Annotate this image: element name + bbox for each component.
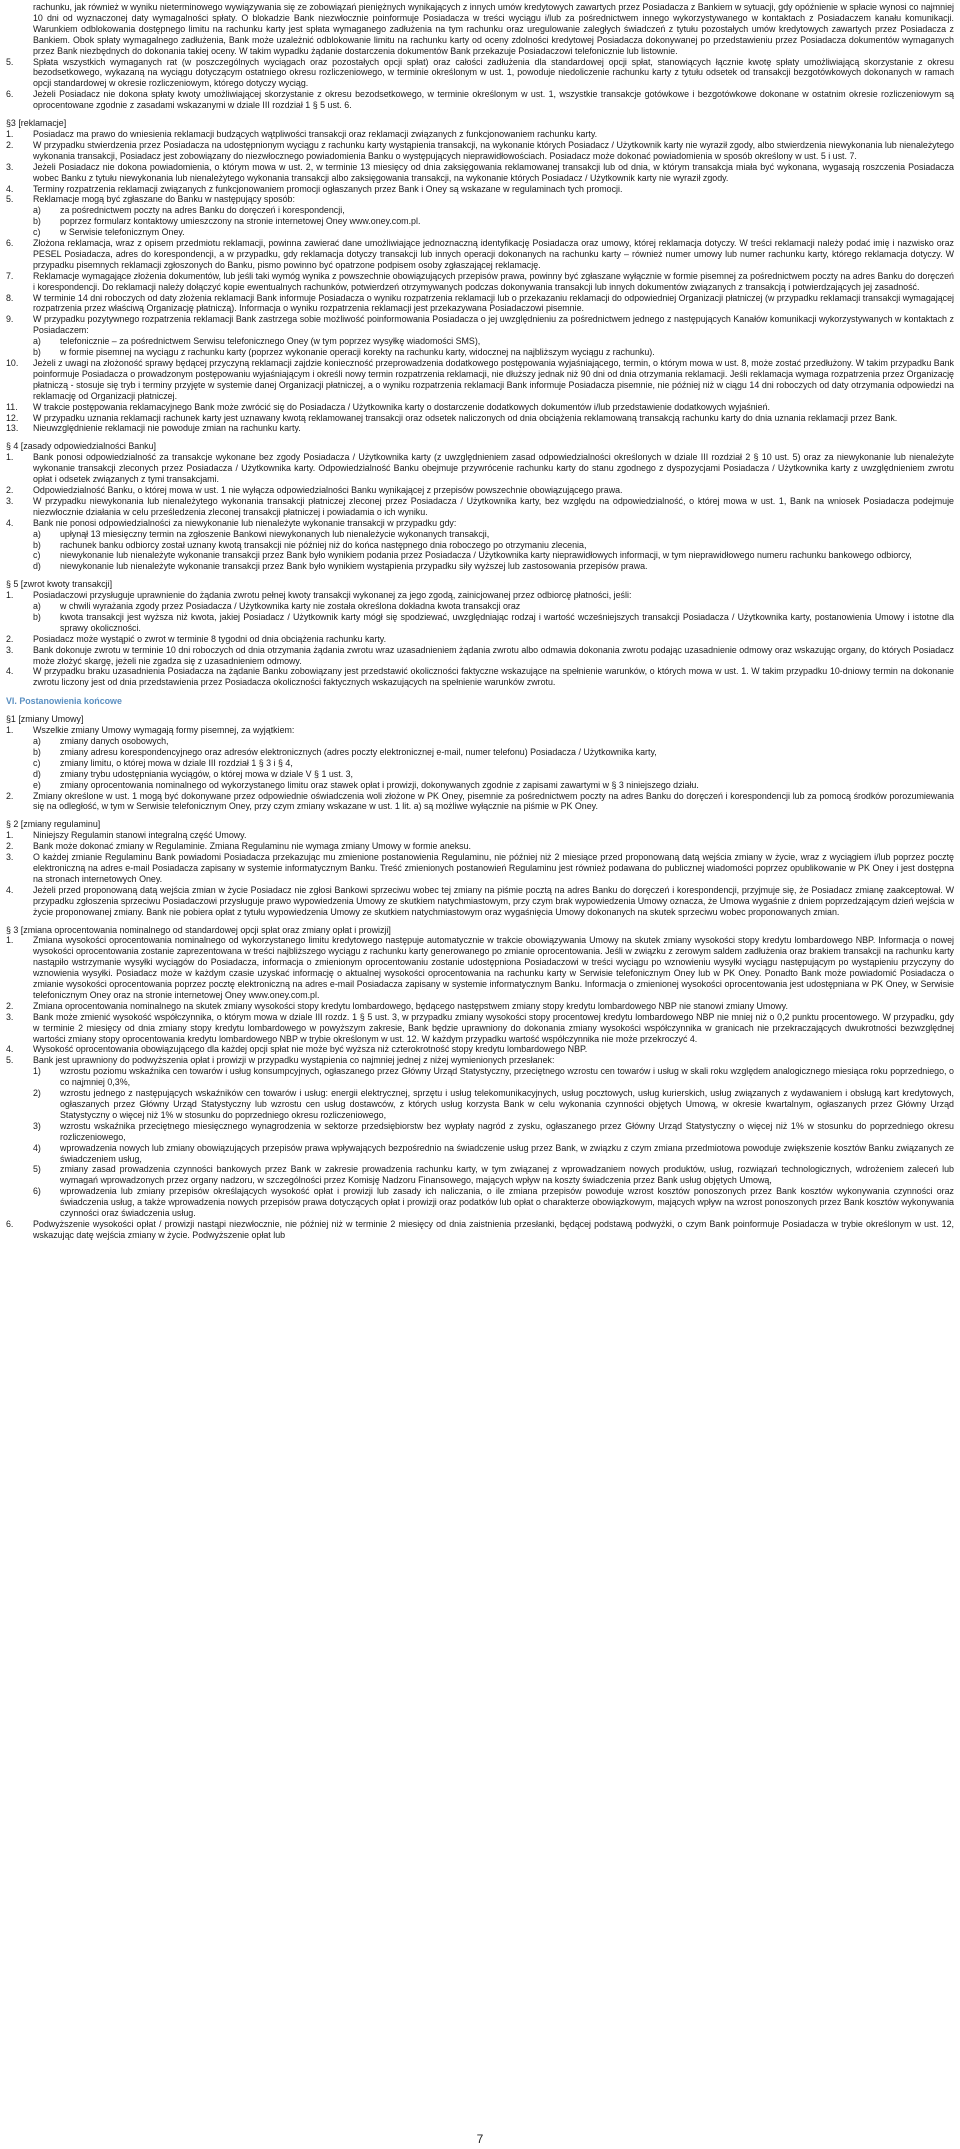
sub-item-text: zmiany oprocentowania nominalnego od wykorzystanego limitu oraz stawek opłat i prowizji, dokonywanych zgodnie z zapisami zawartymi w § 3 niniejszego działu. (60, 779, 699, 790)
item-text: Bank ponosi odpowiedzialność za transakcje wykonane bez zgody Posiadacza / Użytkownika karty (z uwzględnieniem zasad odpowiedzialności określonych w dziale III rozdział 2 § 10 ust. 5) oraz za niewykonanie lub nienależyte wykonanie transakcji zleconych przez Posiadacza / Użytkownika karty. Odpowiedzialność Banku obejmuje przywrócenie rachunku karty do stanu zgodnego z dyspozycjami Posiadacza / Użytkownika karty z uwzględnieniem zwrotu opłat i odsetek związanych z tymi transakcjami. (33, 452, 954, 485)
sub-item (33, 1121, 954, 1143)
item-number: 1. (6, 590, 14, 601)
sub-item (33, 529, 954, 540)
sub-item-label: 3) (33, 1120, 41, 1131)
item-number: 7. (6, 270, 14, 281)
numbered-item (6, 452, 954, 485)
sub-item (33, 1088, 954, 1121)
numbered-item (6, 293, 954, 315)
item-text: W terminie 14 dni roboczych od daty złożenia reklamacji Bank informuje Posiadacza o wyniku rozpatrzenia reklamacji lub o przekazaniu reklamacji do odpowiedniej Organizacji płatniczej (w przypadku reklamacji transakcji wymagającej rozpatrzenia przez właściwą Organizację płatniczą). Informacja o wyniku rozpatrzenia reklamacji jest przekazywana Posiadaczowi pisemnie. (33, 292, 954, 314)
sub-item-text: zmiany trybu udostępniania wyciągów, o której mowa w dziale V § 1 ust. 3, (60, 768, 354, 779)
sub-item-text: niewykonanie lub nienależyte wykonanie transakcji przez Bank było wynikiem wystąpienia przypadku siły wyższej lub zastosowania przepisów prawa. (60, 561, 648, 572)
item-text: W przypadku stwierdzenia przez Posiadacza na udostępnionym wyciągu z rachunku karty wystąpienia transakcji, na wykonanie których Posiadacz / Użytkownik karty nie wyraził zgody, albo stwierdzenia niewykonania lub nienależytego wykonania transakcji, Posiadacz jest zobowiązany do niezwłocznego powiadomienia Banku o występujących nieprawidłowościach. Posiadacz może dokonać powiadomienia w sposób określony w ust. 5 i ust. 7. (33, 139, 954, 161)
sub-item-text: w formie pisemnej na wyciągu z rachunku karty (poprzez wykonanie operacji korekty na rachunku karty, widocznej na najbliższym wyciągu z rachunku). (60, 347, 655, 358)
sub-item-text: za pośrednictwem poczty na adres Banku do doręczeń i korespondencji, (60, 205, 345, 216)
item-text: Bank może dokonać zmiany w Regulaminie. Zmiana Regulaminu nie wymaga zmiany Umowy w formie aneksu. (33, 841, 472, 852)
numbered-item (6, 830, 954, 841)
sub-item-label: c) (33, 550, 41, 561)
numbered-item (6, 314, 954, 336)
sub-item (33, 758, 954, 769)
numbered-item (6, 852, 954, 885)
continued-paragraph (6, 2, 954, 57)
sub-item-text: w Serwisie telefonicznym Oney. (60, 227, 185, 238)
sub-item-text: zmiany zasad prowadzenia czynności bankowych przez Bank w zakresie prowadzenia rachunku karty, w tym związanej z wprowadzaniem nowych produktów, usług, rozwiązań technologicznych, wdrożeniem zaleceń lub wymagań wprowadzonych przez organy nadzoru, w szczególności przez Komisję Nadzoru Finansowego, mających wpływ na koszty świadczenia przez Bank usług objętych Umową, (60, 1164, 954, 1186)
section-4-odpowiedzialnosc-heading: § 4 [zasady odpowiedzialności Banku] (6, 441, 156, 452)
item-number: 10. (6, 358, 19, 368)
item-number: 9. (6, 314, 14, 325)
item-number: 1. (6, 452, 14, 463)
numbered-item (6, 238, 954, 271)
item-text: Jeżeli Posiadacz nie dokona powiadomienia, o którym mowa w ust. 2, w terminie 13 miesięcy od dnia zaksięgowania reklamowanej transakcji lub od dnia, w którym transakcja miała być wykonana, wygasają roszczenia Posiadacza wobec Banku z tytułu niewykonania lub nienależytego wykonania transakcji albo zaksięgowania transakcji, na wykonanie których Posiadacz / Użytkownik karty nie wyraził zgody. (33, 161, 954, 183)
sub-item-label: a) (33, 336, 41, 347)
sub-item-text: wzrostu wskaźnika przeciętnego miesięcznego wynagrodzenia w sektorze przedsiębiorstw bez wypłaty nagród z zysku, ogłaszanego przez Główny Urząd Statystyczny o więcej niż 1% w stosunku do poprzedniego okresu rozliczeniowego, (60, 1120, 954, 1142)
sub-item-label: 1) (33, 1066, 41, 1077)
item-text: W przypadku niewykonania lub nienależytego wykonania transakcji płatniczej zleconej przez Posiadacza / Użytkownika karty, bez względu na odpowiedzialność, o której mowa w ust. 1, Bank na wniosek Posiadacza podejmuje niezwłocznie działania w celu prześledzenia zleconej transakcji płatniczej i powiadamia o ich wyniku. (33, 495, 954, 517)
item-number: 2. (6, 484, 14, 495)
sub-item (33, 601, 954, 612)
item-number: 12. (6, 412, 19, 423)
numbered-item (6, 1219, 954, 1241)
sub-item-label: d) (33, 561, 41, 572)
sub-item-text: kwota transakcji jest wyższa niż kwota, jakiej Posiadacz / Użytkownik karty mógł się spodziewać, uwzględniając rodzaj i wartość wcześniejszych transakcji Posiadacza / Użytkownika karty, postanowienia Umowy i istotne dla sprawy okoliczności. (60, 611, 954, 633)
section-vi-3-oprocentowanie-heading: § 3 [zmiana oprocentowania nominalnego od standardowej opcji spłat oraz zmiany opłat i prowizji] (6, 924, 391, 935)
sub-item (33, 550, 954, 561)
item-text: W przypadku uznania reklamacji rachunek karty jest uznawany kwotą reklamowanej transakcji oraz odsetek naliczonych od dnia obciążenia reklamowaną transakcją rachunku karty do dnia uznania reklamacji przez Bank. (33, 412, 898, 423)
item-text: Bank może zmienić wysokość współczynnika, o którym mowa w dziale III rozdz. 1 § 5 ust. 3, w przypadku zmiany wysokości stopy procentowej kredytu lombardowego NBP nie mniej niż o 0,2 punktu procentowego. W przypadku, gdy w terminie 2 miesięcy od dnia zmiany stopy kredytu lombardowego w powyższym zakresie, Bank będzie uprawniony do dokonania zmiany wysokości współczynnika w granicach nie przekraczających dwukrotności bezwzględnej wartości zmiany stopy oprocentowania kredytu lombardowego NBP w trybie określonym w ust. 12. W każdym przypadku wartość współczynnika nie może przekroczyć 4. (33, 1011, 954, 1044)
sub-item-text: upłynął 13 miesięczny termin na zgłoszenie Bankowi niewykonanych lub nienależycie wykonanych transakcji, (60, 528, 490, 539)
item-number: 4. (6, 666, 14, 677)
numbered-item (6, 1001, 954, 1012)
numbered-item (6, 140, 954, 162)
item-number: 3. (6, 852, 14, 863)
sub-item-label: a) (33, 528, 41, 539)
numbered-item (6, 1044, 954, 1055)
sub-item (33, 780, 954, 791)
item-number: 8. (6, 292, 14, 303)
sub-item (33, 227, 954, 238)
item-number: 6. (6, 1218, 14, 1229)
item-text: Wysokość oprocentowania obowiązującego dla każdej opcji spłat nie może być wyższa niż czterokrotność stopy kredytu lombardowego NBP. (33, 1044, 588, 1055)
item-text: Złożona reklamacja, wraz z opisem przedmiotu reklamacji, powinna zawierać dane umożliwiające jednoznaczną identyfikację Posiadacza oraz umowy, której reklamacja dotyczy. W treści reklamacji należy podać imię i nazwisko oraz PESEL Posiadacza, adres do korespondencji, a w przypadku, gdy reklamacja dotyczy transakcji lub innych operacji dokonanych na rachunku karty – również numer umowy lub numer rachunku karty, którego reklamacja dotyczy. W przypadku pisemnych reklamacji zgłoszonych do Banku, pismo powinno być opatrzone podpisem osoby zgłaszającej reklamację. (33, 238, 954, 270)
item-text: Bank jest uprawniony do podwyższenia opłat i prowizji w przypadku wystąpienia co najmniej jednej z niżej wymienionych przesłanek: (33, 1055, 555, 1066)
sub-item-text: niewykonanie lub nienależyte wykonanie transakcji przez Bank było wynikiem podania przez Posiadacza / Użytkownika karty nieprawidłowych informacji, w tym nieprawidłowego numeru rachunku bankowego odbiorcy, (60, 550, 912, 561)
sub-item-label: 6) (33, 1186, 41, 1197)
sub-item (33, 612, 954, 634)
item-text: Posiadacz może wystąpić o zwrot w terminie 8 tygodni od dnia obciążenia rachunku karty. (33, 633, 387, 644)
sub-item (33, 1066, 954, 1088)
document-page (6, 2, 954, 2144)
numbered-item (6, 1055, 954, 1066)
sub-item-text: poprzez formularz kontaktowy umieszczony na stronie internetowej Oney www.oney.com.pl. (60, 216, 421, 227)
sub-item (33, 216, 954, 227)
item-text: W przypadku braku uzasadnienia Posiadacza na żądanie Banku zobowiązany jest przedstawić okoliczności faktyczne wskazujące na spełnienie warunków, o których mowa w ust. 1. W takim przypadku 10-dniowy termin na dokonanie zwrotu liczony jest od dnia przedstawienia przez Posiadacza okoliczności faktycznych wskazujących na spełnienie warunków zwrotu. (33, 666, 954, 688)
item-text: Posiadacz ma prawo do wniesienia reklamacji budzących wątpliwości transakcji oraz reklamacji związanych z funkcjonowaniem rachunku karty. (33, 128, 598, 139)
numbered-item (6, 57, 954, 90)
numbered-item (6, 402, 954, 413)
sub-item-label: e) (33, 779, 41, 790)
item-number: 1. (6, 830, 14, 841)
section-5-zwrot-heading: § 5 [zwrot kwoty transakcji] (6, 579, 113, 590)
sub-item-label: a) (33, 205, 41, 216)
numbered-item (6, 841, 954, 852)
sub-item-label: b) (33, 611, 41, 622)
sub-item-label: c) (33, 757, 41, 768)
sub-item-text: wprowadzenia lub zmiany przepisów określających wysokość opłat i prowizji lub zasady ich naliczania, o ile zmiana przepisów powoduje wzrost kosztów ponoszonych przez Bank kosztów wykonywania czynności oraz świadczenia usług, a także wprowadzenia nowych przepisów prawa dotyczących opłat i prowizji oraz podatków lub opłat o charakterze obowiązkowym, mających wpływ na wzrost ponoszonych przez Bank kosztów wykonywania czynności oraz świadczenia usług. (60, 1186, 954, 1219)
numbered-item (6, 885, 954, 918)
item-text: Reklamacje wymagające złożenia dokumentów, lub jeśli taki wymóg wynika z powszechnie obowiązujących przepisów prawa, powinny być zgłaszane wyłącznie w formie pisemnej za pośrednictwem poczty na adres Banku do doręczeń i korespondencji. Do reklamacji należy dołączyć kopie ewentualnych rachunków, potwierdzeń otrzymywanych podczas dokonywania transakcji lub innych dokumentów związanych z transakcją i potwierdzających jej zasadność. (33, 270, 954, 292)
item-number: 2. (6, 139, 14, 150)
item-number: 5. (6, 1055, 14, 1066)
item-number: 3. (6, 495, 14, 506)
item-text: Zmiana wysokości oprocentowania nominalnego od wykorzystanego limitu kredytowego następuje automatycznie w trakcie obowiązywania Umowy na skutek zmiany wysokości stopy kredytu lombardowego NBP. Informacja o nowej wysokości oprocentowania zostanie zaprezentowana w treści najbliższego wyciągu z rachunku karty generowanego po zmianie oprocentowania. Jeśli w związku z zerowym saldem zadłużenia oraz brakiem transakcji na rachunku karty nastąpiło wstrzymanie wysyłki wyciągów do Posiadacza, informacja o zmienionym oprocentowaniu zostanie udostępniona Posiadaczowi w treści wyciągu po wznowieniu wysyłki wyciągu następującym po wystąpieniu przyczyny do wznowienia wysyłki. Posiadacz może w każdym czasie uzyskać informację o aktualnej wysokości oprocentowania na rachunku karty w Serwisie telefonicznym Oney lub w PK Oney. Ponadto Bank może powiadomić Posiadacza o zmianie wysokości oprocentowania poprzez pocztę elektroniczną na adres e-mail Posiadacza zapisany w systemie informatycznym Banku. Informacja o zmienionej wysokości oprocentowania jest udostępniana w PK Oney, w Serwisie telefonicznym Oney oraz na stronie internetowej Oney www.oney.com.pl. (33, 935, 954, 1000)
sub-item (33, 540, 954, 551)
item-number: 5. (6, 56, 14, 67)
item-text: W przypadku pozytywnego rozpatrzenia reklamacji Bank zastrzega sobie możliwość poinformowania Posiadacza o jej uwzględnieniu za pośrednictwem jednego z następujących Kanałów komunikacji wykorzystywanych w kontaktach z Posiadaczem: (33, 314, 954, 336)
numbered-item (6, 358, 954, 402)
sub-item (33, 336, 954, 347)
item-number: 11. (6, 401, 18, 412)
item-text: Niniejszy Regulamin stanowi integralną część Umowy. (33, 830, 247, 841)
sub-item-text: zmiany limitu, o której mowa w dziale III rozdział 1 § 3 i § 4, (60, 757, 293, 768)
sub-item-text: zmiany danych osobowych, (60, 736, 169, 746)
sub-item-text: wprowadzenia nowych lub zmiany obowiązujących przepisów prawa wpływających bezpośrednio na świadczenie usług przez Bank, w związku z czym zmiana przedmiotowa powoduje zwiększenie kosztów Banku związanych ze świadczeniem usług, (60, 1142, 954, 1164)
sub-item-text: telefonicznie – za pośrednictwem Serwisu telefonicznego Oney (w tym poprzez wysyłkę wiadomości SMS), (60, 336, 481, 347)
numbered-item (6, 413, 954, 424)
sub-item-label: d) (33, 768, 41, 779)
sub-item-text: w chwili wyrażania zgody przez Posiadacza / Użytkownika karty nie została określona dokładna kwota transakcji oraz (60, 601, 521, 612)
item-text: W trakcie postępowania reklamacyjnego Bank może zwrócić się do Posiadacza / Użytkownika karty o dostarczenie dodatkowych dokumentów i/lub przedstawienie dodatkowych wyjaśnień. (33, 401, 770, 412)
numbered-item (6, 791, 954, 813)
sub-item (33, 769, 954, 780)
item-number: 4. (6, 517, 14, 528)
section-vi-1-zmiany-umowy-heading: §1 [zmiany Umowy] (6, 714, 84, 725)
numbered-item (6, 271, 954, 293)
item-text: Wszelkie zmiany Umowy wymagają formy pisemnej, za wyjątkiem: (33, 725, 295, 736)
item-text: Nieuwzględnienie reklamacji nie powoduje zmian na rachunku karty. (33, 423, 301, 434)
numbered-item (6, 485, 954, 496)
numbered-item (6, 725, 954, 736)
chapter-vi-heading: VI. Postanowienia końcowe (6, 696, 122, 707)
sub-item-label: b) (33, 347, 41, 358)
numbered-item (6, 935, 954, 1000)
item-text: Spłata wszystkich wymaganych rat (w poszczególnych wyciągach oraz pozostałych opcji spłat) oraz całości zadłużenia dla standardowej opcji spłat, stanowiących łącznie kwotę spłaty umożliwiającą skorzystanie z okresu bezodsetkowego, wykazaną na wyciągu dotyczącym ostatniego okresu rozliczeniowego, w terminie określonym w ust. 1, powoduje niedoliczenie rachunku karty z tytułu odsetek od transakcji bezgotówkowych dokonanych w ramach opcji standardowej w okresie rozliczeniowym, którego dotyczy wyciąg. (33, 56, 954, 89)
numbered-item (6, 1012, 954, 1045)
item-text: Jeżeli przed proponowaną datą wejścia zmian w życie Posiadacz nie zgłosi Bankowi sprzeciwu wobec tej zmiany na piśmie pocztą na adres Banku do doręczeń i korespondencji, przyjmuje się, że Posiadacz zmianę zaakceptował. W przypadku zgłoszenia sprzeciwu Posiadaczowi przysługuje prawo wypowiedzenia Umowy ze skutkiem natychmiastowym, przy czym brak wypowiedzenia Umowy oznacza, że Umowa wygaśnie z dniem poprzedzającym dzień wejścia w życie proponowanej zmiany. Bank nie pobiera opłat z tytułu wypowiedzenia Umowy ze skutkiem natychmiastowym oraz wygaśnięcia Umowy dokonanych na skutek sprzeciwu wobec proponowanych zmian. (33, 884, 954, 917)
item-number: 4. (6, 1044, 14, 1055)
sub-item-label: 4) (33, 1142, 41, 1153)
numbered-item (6, 634, 954, 645)
item-number: 2. (6, 790, 14, 801)
sub-item-label: a) (33, 601, 41, 612)
item-text: Reklamacje mogą być zgłaszane do Banku w następujący sposób: (33, 194, 295, 205)
item-number: 1. (6, 935, 14, 946)
sub-item (33, 747, 954, 758)
numbered-item (6, 129, 954, 140)
page-number: 7 (476, 2132, 484, 2146)
item-text: Jeżeli z uwagi na złożoność sprawy będącej przyczyną reklamacji zajdzie konieczność przeprowadzenia dodatkowego postępowania wyjaśniającego, termin, o którym mowa w ust. 8, może zostać przedłużony. W takim przypadku Bank poinformuje Posiadacza o prowadzonym postępowaniu wyjaśniającym i określi nowy termin rozpatrzenia reklamacji, nie dłuższy jednak niż 90 dni od dnia otrzymania reklamacji. Jeśli reklamacja wymaga rozpatrzenia przez Organizację płatniczą - stosuje się tryb i terminy przyjęte w systemie danej Organizacji płatniczej, a o wyniku rozpatrzenia reklamacji Bank informuje Posiadacza pisemnie, nie później niż w ciągu 14 dni roboczych od daty otrzymania odpowiedzi na reklamację od Organizacji płatniczej. (33, 358, 954, 401)
item-text: Bank dokonuje zwrotu w terminie 10 dni roboczych od dnia otrzymania żądania zwrotu wraz uzasadnieniem żądania zwrotu albo odmawia dokonania zwrotu podając uzasadnienie odmowy oraz wskazując organy, do których Posiadacz może złożyć skargę, jeżeli nie zgadza się z uzasadnieniem odmowy. (33, 644, 954, 666)
sub-item (33, 1186, 954, 1219)
sub-item (33, 1143, 954, 1165)
item-number: 1. (6, 128, 14, 139)
item-text: Terminy rozpatrzenia reklamacji związanych z funkcjonowaniem promocji ogłaszanych przez Bank i Oney są wskazane w regulaminach tych promocji. (33, 183, 623, 194)
numbered-item (6, 194, 954, 205)
item-number: 5. (6, 194, 14, 205)
section-vi-2-zmiany-regulaminu-heading: § 2 [zmiany regulaminu] (6, 819, 101, 830)
sub-item-label: 5) (33, 1164, 41, 1175)
sub-item (33, 561, 954, 572)
item-text: O każdej zmianie Regulaminu Bank powiadomi Posiadacza przekazując mu zmienione postanowienia Regulaminu, nie później niż 2 miesiące przed proponowaną datą wejścia zmiany w życie, wraz z wyciągiem i/lub poprzez pocztę elektroniczną na adres e-mail Posiadacza zapisany w systemie informatycznym Banku. Treść zmienionych postanowień Regulaminu jest również podawana do publicznej wiadomości poprzez opublikowanie w PK Oney i jest dostępna na stronach internetowych Oney. (33, 852, 954, 884)
item-text: Posiadaczowi przysługuje uprawnienie do żądania zwrotu pełnej kwoty transakcji wykonanej za jego zgodą, zainicjowanej przez odbiorcę płatności, jeśli: (33, 590, 632, 601)
numbered-item (6, 518, 954, 529)
sub-item-text: wzrostu poziomu wskaźnika cen towarów i usług konsumpcyjnych, ogłaszanego przez Główny Urząd Statystyczny, przeciętnego wzrostu cen towarów i usług w skali roku względem analogicznego miesiąca roku poprzedniego, o co najmniej 0,3%, (60, 1066, 954, 1088)
sub-item-label: b) (33, 746, 41, 757)
numbered-item (6, 89, 954, 111)
sub-item-label: a) (33, 736, 41, 746)
item-number: 3. (6, 161, 14, 172)
numbered-item (6, 590, 954, 601)
sub-item-label: 2) (33, 1088, 41, 1099)
item-text: Bank nie ponosi odpowiedzialności za niewykonanie lub nienależyte wykonanie transakcji w przypadku gdy: (33, 517, 457, 528)
sub-item (33, 736, 954, 747)
sub-item-text: rachunek banku odbiorcy został uznany kwotą transakcji nie później niż do końca następnego dnia roboczego po otrzymaniu zlecenia, (60, 539, 587, 550)
item-text: Zmiana oprocentowania nominalnego na skutek zmiany wysokości stopy kredytu lombardowego, będącego następstwem zmiany stopy kredytu lombardowego NBP nie stanowi zmiany Umowy. (33, 1000, 788, 1011)
numbered-item (6, 184, 954, 195)
numbered-item (6, 666, 954, 688)
item-number: 3. (6, 644, 14, 655)
numbered-item (6, 496, 954, 518)
section-3-reklamacje-heading: §3 [reklamacje] (6, 118, 67, 129)
paragraph-text: rachunku, jak również w wyniku nieterminowego wywiązywania się ze zobowiązań pieniężnych wynikających z innych umów kredytowych zawartych przez Posiadacza z Bankiem w sytuacji, gdy opóźnienie w spłacie wynosi co najmniej 10 dni od wyznaczonej daty wymagalności spłaty. O blokadzie Bank niezwłocznie poinformuje Posiadacza w treści wyciągu i/lub za pośrednictwem innego wykorzystywanego w kontaktach z Posiadaczem kanału komunikacji. Warunkiem odblokowania dostępnego limitu na rachunku karty jest spłata wymaganego zadłużenia na tym rachunku oraz uregulowanie zaległych świadczeń z tytułu pozostałych umów kredytowych zawartych przez Posiadacza z Bankiem. Obok spłaty wymagalnego zadłużenia, Bank może uzależnić odblokowanie limitu na rachunku karty od oceny zdolności kredytowej Posiadacza dokonywanej po przedstawieniu przez Posiadacza dokumentów wymaganych przez Bank niezbędnych do dokonania takiej oceny. W takim wypadku żądanie dostarczenia dokumentów Bank przekazuje Posiadaczowi telefonicznie lub listownie. (33, 2, 954, 56)
item-text: Zmiany określone w ust. 1 mogą być dokonywane przez odpowiednie oświadczenia woli złożone w PK Oney, pisemnie za pośrednictwem poczty na adres Banku do doręczeń i korespondencji lub za pomocą środków porozumiewania się na odległość, w tym w Serwisie telefonicznym Oney, przy czym zmiany wskazane w ust. 1 lit. a) są możliwe wyłącznie na piśmie w PK Oney. (33, 790, 954, 812)
item-number: 6. (6, 89, 14, 100)
item-number: 13. (6, 423, 19, 434)
item-text: Podwyższenie wysokości opłat / prowizji nastąpi niezwłocznie, nie później niż w terminie 2 miesięcy od dnia zaistnienia przesłanki, będącej podstawą podwyżki, o czym Bank poinformuje Posiadacza w trybie określonym w ust. 12, wskazując datę wejścia zmiany w życie. Podwyższenie opłat lub (33, 1218, 954, 1240)
item-number: 2. (6, 633, 14, 644)
sub-item (33, 1164, 954, 1186)
sub-item-label: b) (33, 216, 41, 227)
numbered-item (6, 162, 954, 184)
item-number: 6. (6, 238, 14, 249)
sub-item (33, 205, 954, 216)
numbered-item (6, 645, 954, 667)
sub-item (33, 347, 954, 358)
item-number: 2. (6, 841, 14, 852)
numbered-item (6, 423, 954, 434)
item-number: 2. (6, 1000, 14, 1011)
sub-item-text: zmiany adresu korespondencyjnego oraz adresów elektronicznych (adres poczty elektronicznej e-mail, numer telefonu) Posiadacza / Użytkownika karty, (60, 746, 657, 757)
item-number: 4. (6, 183, 14, 194)
item-number: 4. (6, 884, 14, 895)
item-number: 3. (6, 1011, 14, 1022)
sub-item-text: wzrostu jednego z następujących wskaźników cen towarów i usług: energii elektrycznej, sprzętu i usług telekomunikacyjnych, usług pocztowych, usług kurierskich, usług związanych z wydawaniem i obsługą kart kredytowych, ogłaszanych przez Główny Urząd Statystyczny lub wzrostu cen usług dostawców, z których usług korzysta Bank w celu wykonania czynności objętych Umową, w okresie kwartalnym, ogłaszanych przez Główny Urząd Statystyczny o więcej niż 1% w stosunku do poprzedniego okresu rozliczeniowego, (60, 1088, 954, 1120)
sub-item-label: c) (33, 227, 41, 238)
sub-item-label: b) (33, 539, 41, 550)
item-text: Jeżeli Posiadacz nie dokona spłaty kwoty umożliwiającej skorzystanie z okresu bezodsetkowego, w terminie określonym w ust. 1, wszystkie transakcje gotówkowe i bezgotówkowe dokonane w ostatnim okresie rozliczeniowym są oprocentowane zgodnie z zasadami wskazanymi w dziale III rozdział 1 § 5 ust. 6. (33, 89, 954, 111)
item-text: Odpowiedzialność Banku, o której mowa w ust. 1 nie wyłącza odpowiedzialności Banku wynikającej z przepisów powszechnie obowiązującego prawa. (33, 484, 623, 495)
item-number: 1. (6, 725, 14, 736)
